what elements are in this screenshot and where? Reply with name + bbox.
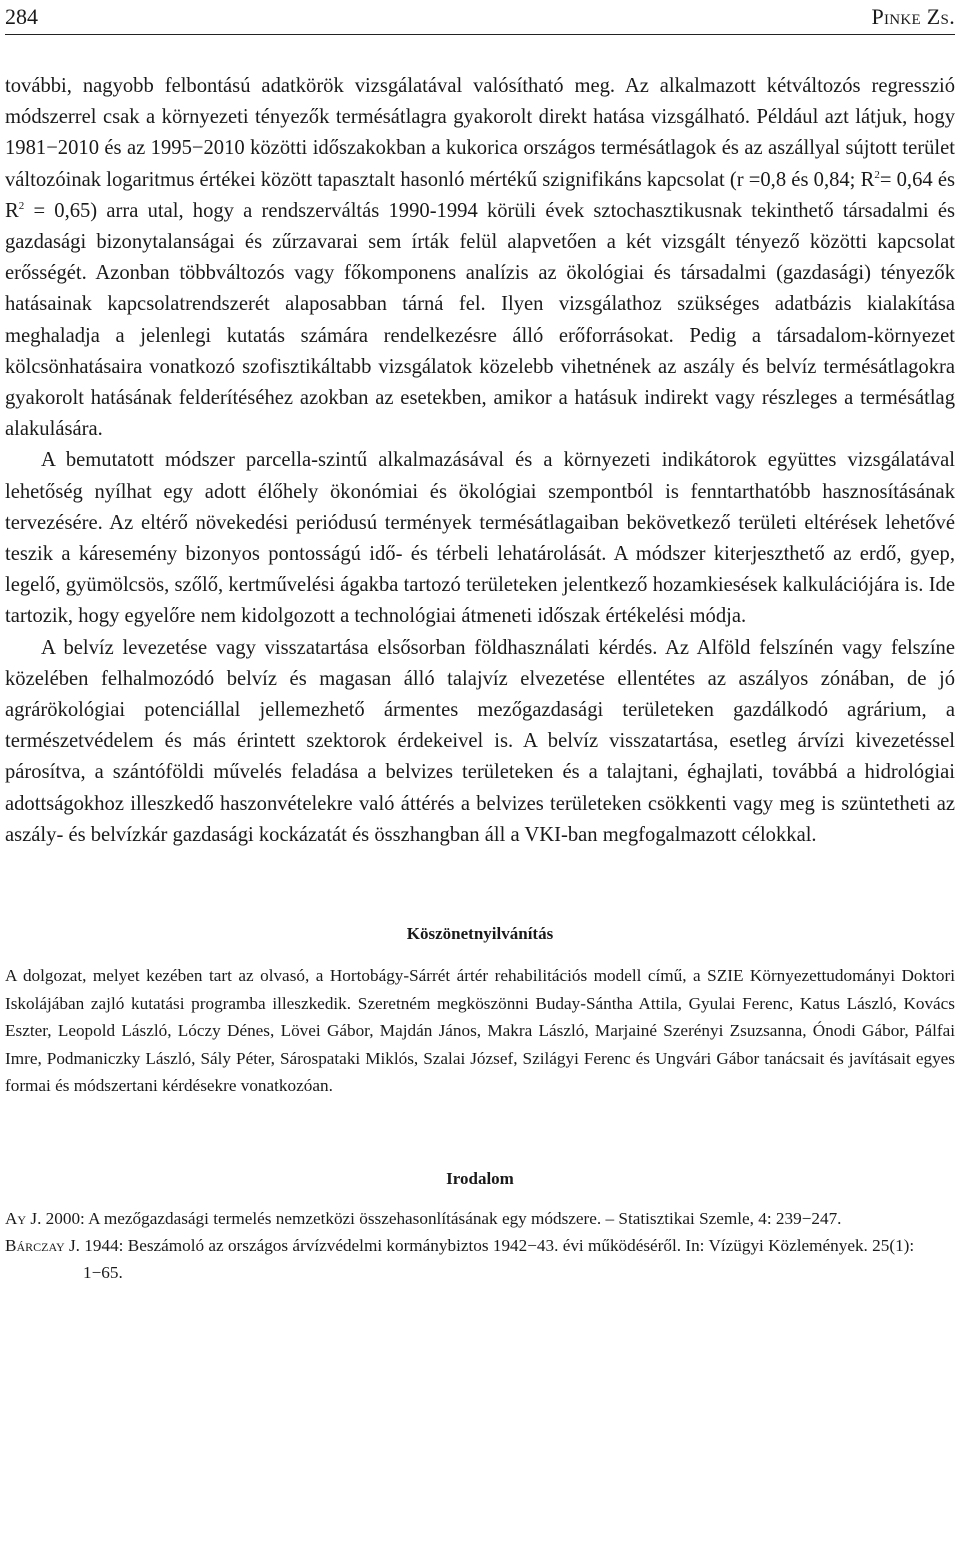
reference-text: 1944: Beszámoló az országos árvízvédelmi kormánybiztos 1942−43. évi működéséről. In: Vízügyi Közlemények. 25(1): 1−65.: [79, 1235, 915, 1282]
reference-text: 2000: A mezőgazdasági termelés nemzetközi összehasonlításának egy módszere. – Statisztikai Szemle, 4: 239−247.: [41, 1208, 842, 1228]
page-header: [5, 0, 955, 35]
acknowledgement-title: Köszönetnyilvánítás: [406, 924, 554, 944]
acknowledgement-section: [5, 924, 955, 1100]
superscript-2: 2: [18, 199, 25, 212]
reference-item: [5, 1232, 955, 1286]
running-head: Pinke Zs.: [871, 4, 955, 29]
paragraph-1-part-3: = 0,65) arra utal, hogy a rendszerváltás 1990-1994 körüli évek sztochasztikusnak tekinthető társadalmi és gazdasági bizonytalanságai és zűrzavarai sem írták felül alapvetően a két vizsgált tényező közötti kapcsolat erősségét. Azonban többváltozós vagy főkomponens analízis az ökológiai és társadalmi (gazdasági) tényezők hatásainak kapcsolatrendszerét alaposabban tárná fel. Ilyen vizsgálathoz szükséges adatbázis kialakítása meghaladja a jelenlegi kutatás számára rendelkezésre álló erőforrásokat. Pedig a társadalom-környezet kölcsönhatásaira vonatkozó szofisztikáltabb vizsgálatok közelebb vihetnének az aszály és belvíz termésátlagokra gyakorolt hatásának felderítéséhez azokban az esetekben, amikor a hatásuk indirekt vagy részleges a termésátlag alakulására.: [5, 199, 955, 441]
page-number: 284: [5, 4, 38, 29]
reference-item: [5, 1205, 955, 1232]
paragraph-1-part-1: további, nagyobb felbontású adatkörök vizsgálatával valósítható meg. Az alkalmazott kétváltozós regresszió módszerrel csak a környezeti tényezők termésátlagra gyakorolt direkt hatása vizsgálható. Például azt látjuk, hogy 1981−2010 és az 1995−2010 közötti időszakokban a kukorica országos termésátlagok és az aszállyal sújtott terület változóinak logaritmus értékei között tapasztalt hasonló mértékű szignifikáns kapcsolat (r =0,8 és 0,84; R: [5, 75, 955, 191]
paragraph-3: A belvíz levezetése vagy visszatartása elsősorban földhasználati kérdés. Az Alföld felszínén vagy felszíne közelében felhalmozódó belvíz és magasan álló talajvíz elvezetése ellentétes az aszályos zónában, de jó agrárökológiai potenciállal jellemezhető ármentes mezőgazdasági területeken gazdálkodó agrárium, a természetvédelem és más érintett szektorok érdekeivel is. A belvíz visszatartása, esetleg árvízi kivezetéssel párosítva, a szántóföldi művelés feladása a belvizes területeken és a talajtani, éghajlati, továbbá a hidrológiai adottságokhoz illeszkedő haszonvételekre való áttérés a belvizes területeken csökkenti vagy meg is szüntetheti az aszály- és belvízkár gazdasági kockázatát és összhangban áll a VKI-ban megfogalmazott célokkal.: [5, 636, 955, 846]
reference-author: Bárczay J.: [5, 1235, 80, 1255]
references-title: Irodalom: [446, 1168, 514, 1188]
acknowledgement-text: A dolgozat, melyet kezében tart az olvasó, a Hortobágy-Sárrét ártér rehabilitációs modell című, a SZIE Környezettudományi Doktori Iskolájában zajló kutatási programba illeszkedik. Szeretném megköszönni Buday-Sántha Attila, Gyulai Ferenc, Katus László, Kovács Eszter, Leopold László, Lóczy Dénes, Lövei Gábor, Majdán János, Makra László, Marjainé Szerényi Zsuzsanna, Ónodi Gábor, Pálfai Imre, Podmaniczky László, Sály Péter, Sárospataki Miklós, Szalai József, Szilágyi Ferenc és Ungvári Gábor tanácsait és javításait egyes formai és módszertani kérdésekre vonatkozóan.: [5, 966, 955, 1096]
main-text: [5, 71, 955, 851]
paragraph-1-part-2: = 0,64 és R: [5, 168, 955, 222]
superscript-1: 2: [874, 168, 880, 181]
paragraph-2: A bemutatott módszer parcella-szintű alkalmazásával és a környezeti indikátorok együttes vizsgálatával lehetőség nyílhat egy adott élőhely ökonómiai és ökológiai szempontból is fenntarthatóbb hasznosításának tervezésére. Az eltérő növekedési periódusú termények termésátlagaiban bekövetkező területi eltérések lehetővé teszik a káresemény bizonyos pontosságú idő- és térbeli lehatárolását. A módszer kiterjeszthető az erdő, gyep, legelő, gyümölcsös, szőlő, kertművelési ágakba tartozó területeken jelentkező hozamkiesések kalkulációjára is. Ide tartozik, hogy egyelőre nem kidolgozott a technológiai átmeneti időszak értékelési módja.: [5, 449, 955, 628]
paragraph-1: [5, 71, 955, 445]
reference-list: [5, 1205, 955, 1286]
reference-author: Ay J.: [5, 1208, 42, 1228]
references-section: [5, 1169, 955, 1286]
document-page: [5, 0, 955, 1286]
